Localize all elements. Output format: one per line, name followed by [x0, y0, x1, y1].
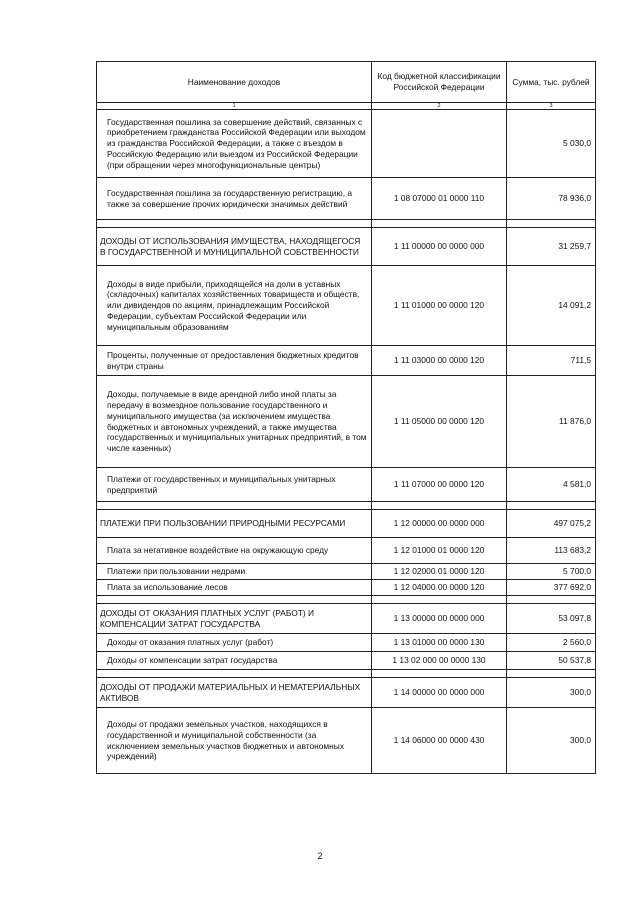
row-code: 1 11 00000 00 0000 000 — [372, 228, 507, 266]
row-sum: 497 075,2 — [507, 510, 596, 538]
column-header-sum: Сумма, тыс. рублей — [507, 62, 596, 103]
row-sum: 377 692,0 — [507, 580, 596, 596]
row-sum: 53 097,8 — [507, 604, 596, 634]
row-code: 1 12 00000 00 0000 000 — [372, 510, 507, 538]
column-number-1: 1 — [97, 103, 372, 110]
table-row — [97, 538, 596, 564]
row-code — [372, 110, 507, 178]
table-row — [97, 266, 596, 346]
row-name: Доходы от продажи земельных участков, находящихся в государственной и муниципальной собственности (за исключением земельных участков бюджетных и автономных учреждений) — [97, 708, 372, 774]
table-row-group — [97, 678, 596, 708]
table-row-group — [97, 228, 596, 266]
row-code: 1 11 07000 00 0000 120 — [372, 468, 507, 502]
row-name: Государственная пошлина за совершение действий, связанных с приобретением гражданства Российской Федерации или выходом из гражданства Российской Федерации, а также с въездом в Российскую Федерацию или выездом из Российской Федерации (при обращении через многофункциональные центры) — [97, 110, 372, 178]
row-sum: 300,0 — [507, 708, 596, 774]
spacer-row — [97, 502, 596, 510]
column-header-code: Код бюджетной классификации Российской Федерации — [372, 62, 507, 103]
table-row — [97, 708, 596, 774]
table-row — [97, 580, 596, 596]
row-code: 1 12 04000 00 0000 120 — [372, 580, 507, 596]
table-row — [97, 178, 596, 220]
table-row-group — [97, 510, 596, 538]
row-name: Платежи от государственных и муниципальных унитарных предприятий — [97, 468, 372, 502]
page-number: 2 — [317, 851, 323, 861]
row-code: 1 12 02000 01 0000 120 — [372, 564, 507, 580]
row-name: Платежи при пользовании недрами — [97, 564, 372, 580]
row-sum: 14 091,2 — [507, 266, 596, 346]
column-number-row — [97, 103, 596, 110]
row-sum: 2 560,0 — [507, 634, 596, 652]
row-code: 1 14 00000 00 0000 000 — [372, 678, 507, 708]
row-sum: 5 030,0 — [507, 110, 596, 178]
table-row — [97, 652, 596, 670]
table-row — [97, 346, 596, 376]
row-code: 1 08 07000 01 0000 110 — [372, 178, 507, 220]
row-name: ПЛАТЕЖИ ПРИ ПОЛЬЗОВАНИИ ПРИРОДНЫМИ РЕСУРСАМИ — [97, 510, 372, 538]
row-sum: 113 683,2 — [507, 538, 596, 564]
row-code: 1 11 05000 00 0000 120 — [372, 376, 507, 468]
row-code: 1 14 06000 00 0000 430 — [372, 708, 507, 774]
row-name: ДОХОДЫ ОТ ПРОДАЖИ МАТЕРИАЛЬНЫХ И НЕМАТЕРИАЛЬНЫХ АКТИВОВ — [97, 678, 372, 708]
row-sum: 4 581,0 — [507, 468, 596, 502]
row-sum: 11 876,0 — [507, 376, 596, 468]
table-row — [97, 376, 596, 468]
column-header-name: Наименование доходов — [97, 62, 372, 103]
row-code: 1 11 03000 00 0000 120 — [372, 346, 507, 376]
row-name: Доходы от оказания платных услуг (работ) — [97, 634, 372, 652]
row-code: 1 13 01000 00 0000 130 — [372, 634, 507, 652]
table-row — [97, 564, 596, 580]
spacer-row — [97, 596, 596, 604]
row-code: 1 13 00000 00 0000 000 — [372, 604, 507, 634]
table-row-group — [97, 604, 596, 634]
table-row — [97, 634, 596, 652]
row-name: ДОХОДЫ ОТ ИСПОЛЬЗОВАНИЯ ИМУЩЕСТВА, НАХОДЯЩЕГОСЯ В ГОСУДАРСТВЕННОЙ И МУНИЦИПАЛЬНОЙ СОБСТВЕННОСТИ — [97, 228, 372, 266]
row-code: 1 11 01000 00 0000 120 — [372, 266, 507, 346]
table-row — [97, 110, 596, 178]
row-name: Доходы от компенсации затрат государства — [97, 652, 372, 670]
row-name: Плата за негативное воздействие на окружающую среду — [97, 538, 372, 564]
row-name: Доходы в виде прибыли, приходящейся на доли в уставных (складочных) капиталах хозяйственных товариществ и обществ, или дивидендов по акциям, принадлежащим Российской Федерации, субъектам Российской Федерации или муниципальным образованиям — [97, 266, 372, 346]
row-sum: 300,0 — [507, 678, 596, 708]
row-sum: 78 936,0 — [507, 178, 596, 220]
row-name: Проценты, полученные от предоставления бюджетных кредитов внутри страны — [97, 346, 372, 376]
row-code: 1 13 02 000 00 0000 130 — [372, 652, 507, 670]
spacer-row — [97, 220, 596, 228]
table-row — [97, 468, 596, 502]
row-sum: 711,5 — [507, 346, 596, 376]
row-sum: 50 537,8 — [507, 652, 596, 670]
spacer-row — [97, 670, 596, 678]
row-name: Государственная пошлина за государственную регистрацию, а также за совершение прочих юридически значимых действий — [97, 178, 372, 220]
table-header-row — [97, 62, 596, 103]
row-name: ДОХОДЫ ОТ ОКАЗАНИЯ ПЛАТНЫХ УСЛУГ (РАБОТ) И КОМПЕНСАЦИИ ЗАТРАТ ГОСУДАРСТВА — [97, 604, 372, 634]
revenue-table — [96, 61, 596, 774]
row-name: Доходы, получаемые в виде арендной либо иной платы за передачу в возмездное пользование государственного и муниципального имущества (за исключением имущества бюджетных и автономных учреждений, а также имущества государственных и муниципальных унитарных предприятий, в том числе казенных) — [97, 376, 372, 468]
row-sum: 31 259,7 — [507, 228, 596, 266]
column-number-2: 2 — [372, 103, 507, 110]
row-code: 1 12 01000 01 0000 120 — [372, 538, 507, 564]
row-name: Плата за использование лесов — [97, 580, 372, 596]
row-sum: 5 700,0 — [507, 564, 596, 580]
column-number-3: 3 — [507, 103, 596, 110]
